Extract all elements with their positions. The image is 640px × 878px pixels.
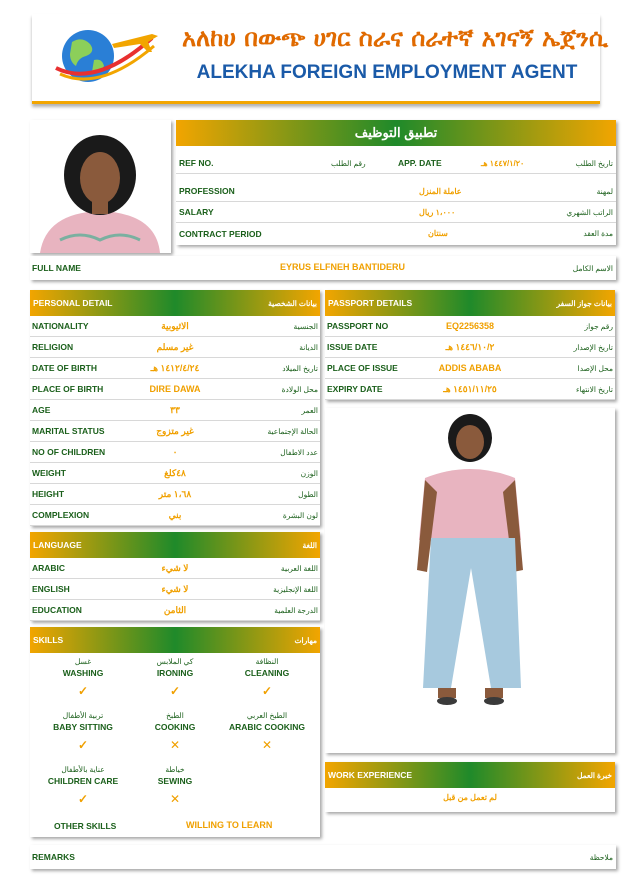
detail-row <box>30 442 320 463</box>
row-label: HEIGHT <box>32 489 65 499</box>
header-underline <box>32 101 600 104</box>
other-skills-label: OTHER SKILLS <box>54 821 117 831</box>
skill-item <box>38 765 128 806</box>
row-value: ١٤٥١/١١/٢٥ هـ <box>443 383 497 394</box>
skill-label-ar: خياطة <box>165 765 185 774</box>
row-label: PASSPORT NO <box>327 321 389 331</box>
full-name-value: EYRUS ELFNEH BANTIDERU <box>280 262 406 272</box>
detail-row <box>30 421 320 442</box>
skills-card <box>30 627 320 837</box>
row-label: DATE OF BIRTH <box>32 363 98 373</box>
skill-item <box>38 711 128 752</box>
ref-label-ar: رقم الطلب <box>331 158 366 168</box>
remarks-label: REMARKS <box>32 852 75 862</box>
row-label-ar: عدد الاطفال <box>280 447 318 457</box>
detail-row <box>30 316 320 337</box>
application-header <box>176 120 616 146</box>
skill-label-ar: عناية بالأطفال <box>61 765 105 774</box>
detail-row <box>30 558 320 579</box>
application-card <box>176 120 616 245</box>
skill-label: ARABIC COOKING <box>228 722 306 732</box>
detail-row <box>30 484 320 505</box>
skill-label: CHILDREN CARE <box>47 776 119 786</box>
row-label: EDUCATION <box>32 605 82 615</box>
row-label-ar: محل الإصدا <box>577 363 613 373</box>
personal-detail-title-ar: بيانات الشخصية <box>268 298 317 308</box>
row-label: COMPLEXION <box>32 510 90 520</box>
row-label: ENGLISH <box>32 584 70 594</box>
row-value: بني <box>168 509 182 520</box>
detail-row <box>30 463 320 484</box>
row-label-ar: محل الولادة <box>281 384 318 394</box>
row-label: NATIONALITY <box>32 321 89 331</box>
row-value: لا شيء <box>161 562 189 573</box>
passport-header <box>325 290 615 316</box>
row-label: MARITAL STATUS <box>32 426 105 436</box>
salary-row <box>176 202 616 223</box>
row-label-ar: اللغة العربية <box>280 563 318 573</box>
skill-item <box>222 711 312 752</box>
app-date-label-ar: تاريخ الطلب <box>575 158 613 168</box>
row-value: ٠ <box>172 446 178 457</box>
detail-row <box>325 337 615 358</box>
other-skills-value: WILLING TO LEARN <box>186 820 273 830</box>
personal-detail-header <box>30 290 320 316</box>
header-banner <box>32 14 609 104</box>
passport-title-ar: بيانات جواز السفر <box>556 298 612 308</box>
remarks-card <box>30 845 616 869</box>
skill-label-ar: الطبخ <box>166 711 184 720</box>
skill-item <box>222 657 312 698</box>
detail-row <box>325 379 615 400</box>
passport-title: PASSPORT DETAILS <box>328 298 413 308</box>
row-label: ISSUE DATE <box>327 342 378 352</box>
skill-label-ar: النظافة <box>255 657 279 666</box>
skill-label: BABY SITTING <box>53 722 113 732</box>
row-label-ar: تاريخ الميلاد <box>282 363 318 373</box>
application-title: تطبيق التوظيف <box>354 125 438 140</box>
language-title: LANGUAGE <box>33 540 82 550</box>
salary-label: SALARY <box>179 207 214 217</box>
full-name-card <box>30 256 616 280</box>
cross-icon: ✕ <box>261 738 273 752</box>
row-label-ar: الحالة الإجتماعية <box>267 426 318 436</box>
work-experience-title: WORK EXPERIENCE <box>328 770 413 780</box>
detail-row <box>30 358 320 379</box>
work-experience-title-ar: خبرة العمل <box>576 770 612 780</box>
check-icon: ✓ <box>77 738 89 752</box>
skills-title-ar: مهارات <box>294 635 317 645</box>
cross-icon: ✕ <box>169 738 181 752</box>
row-label: AGE <box>32 405 51 415</box>
check-icon: ✓ <box>169 684 181 698</box>
row-value: غير مسلم <box>156 341 194 352</box>
cross-icon: ✕ <box>169 792 181 806</box>
skill-label-ar: تربية الأطفال <box>62 711 104 720</box>
row-label-ar: تاريخ الإصدار <box>573 342 613 352</box>
row-label: PLACE OF BIRTH <box>32 384 104 394</box>
check-icon: ✓ <box>261 684 273 698</box>
detail-row <box>30 579 320 600</box>
profession-value: عاملة المنزل <box>419 186 462 196</box>
row-label-ar: العمر <box>301 405 318 415</box>
skill-label: CLEANING <box>244 668 290 678</box>
skill-item <box>38 657 128 698</box>
row-label-ar: الدرجة العلمية <box>274 605 318 615</box>
detail-row <box>30 379 320 400</box>
row-value: الثامن <box>163 604 187 615</box>
row-value: الاثيوبية <box>161 320 189 331</box>
skill-label-ar: غسل <box>74 657 92 666</box>
row-label-ar: الوزن <box>300 468 318 478</box>
work-experience-card <box>325 762 615 812</box>
skill-item <box>130 765 220 806</box>
detail-row <box>325 316 615 337</box>
row-value: DIRE DAWA <box>149 384 201 394</box>
profession-row <box>176 181 616 202</box>
row-label: RELIGION <box>32 342 74 352</box>
remarks-label-ar: ملاحظة <box>589 853 613 862</box>
row-label: WEIGHT <box>32 468 66 478</box>
check-icon: ✓ <box>77 792 89 806</box>
contract-row <box>176 223 616 244</box>
detail-row <box>325 358 615 379</box>
row-label-ar: الطول <box>298 489 318 499</box>
contract-label: CONTRACT PERIOD <box>179 228 262 239</box>
language-card <box>30 532 320 621</box>
row-label: PLACE OF ISSUE <box>327 363 398 373</box>
salary-value: ١،٠٠٠ ريال <box>419 207 456 217</box>
skill-item <box>130 711 220 752</box>
skills-header <box>30 627 320 653</box>
skill-label: COOKING <box>154 722 196 732</box>
app-date-value: ١٤٤٧/١/٢٠ هـ <box>481 158 525 168</box>
work-experience-header <box>325 762 615 788</box>
row-value: ٣٣ <box>170 404 180 415</box>
row-label: EXPIRY DATE <box>327 384 383 394</box>
detail-row <box>30 400 320 421</box>
row-label-ar: الديانة <box>299 342 318 352</box>
contract-label-ar: مدة العقد <box>583 229 613 238</box>
full-body-photo <box>325 408 615 753</box>
row-value: ١،٦٨ متر <box>158 488 192 499</box>
skill-label: IRONING <box>156 668 194 678</box>
profession-label-ar: لمهنة <box>596 186 613 196</box>
row-label: NO OF CHILDREN <box>32 447 106 457</box>
ref-row <box>176 153 616 174</box>
full-name-label-ar: الاسم الكامل <box>572 264 613 273</box>
skills-title: SKILLS <box>33 635 64 645</box>
headshot-photo <box>30 120 171 253</box>
work-experience-value: لم تعمل من قبل <box>443 793 497 802</box>
row-label: ARABIC <box>32 563 66 573</box>
passport-card <box>325 290 615 400</box>
row-label-ar: لون البشرة <box>282 510 318 520</box>
personal-detail-card <box>30 290 320 526</box>
detail-row <box>30 337 320 358</box>
skill-label: WASHING <box>62 668 104 678</box>
skill-label-ar: كي الملابس <box>156 657 194 666</box>
agency-name-english: ALEKHA FOREIGN EMPLOYMENT AGENT <box>196 62 578 83</box>
personal-detail-title: PERSONAL DETAIL <box>33 298 113 308</box>
row-value: غير متزوج <box>156 425 194 436</box>
detail-row <box>30 505 320 526</box>
agency-name-amharic: አለከሀ በውጭ ሀገር ስራና ሰራተኛ አገናኝ ኤጀንሲ <box>182 24 609 52</box>
profession-label: PROFESSION <box>179 186 235 196</box>
row-value: ١٤٤٦/١٠/٢ هـ <box>445 341 495 352</box>
ref-label: REF NO. <box>179 158 214 168</box>
skill-item <box>130 657 220 698</box>
salary-label-ar: الراتب الشهري <box>566 207 613 217</box>
row-label-ar: تاريخ الانتهاء <box>576 384 613 394</box>
row-value: ADDIS ABABA <box>438 363 502 373</box>
row-label-ar: رقم جواز <box>584 321 613 331</box>
row-value: لا شيء <box>161 583 189 594</box>
row-value: ٤٨كلغ <box>164 467 186 478</box>
check-icon: ✓ <box>77 684 89 698</box>
detail-row <box>30 600 320 621</box>
row-value: ١٤١٢/٤/٢٤ هـ <box>150 362 200 373</box>
agency-logo-icon <box>50 20 160 92</box>
contract-value: سنتان <box>428 229 448 238</box>
language-header <box>30 532 320 558</box>
app-date-label: APP. DATE <box>398 158 442 168</box>
language-title-ar: اللغة <box>302 540 317 550</box>
full-name-label: FULL NAME <box>32 263 81 273</box>
skill-label-ar: الطبخ العربي <box>246 711 288 720</box>
row-label-ar: الجنسية <box>293 321 318 331</box>
skill-label: SEWING <box>157 776 193 786</box>
row-value: EQ2256358 <box>445 321 495 331</box>
row-label-ar: اللغة الإنجليزية <box>273 584 318 594</box>
